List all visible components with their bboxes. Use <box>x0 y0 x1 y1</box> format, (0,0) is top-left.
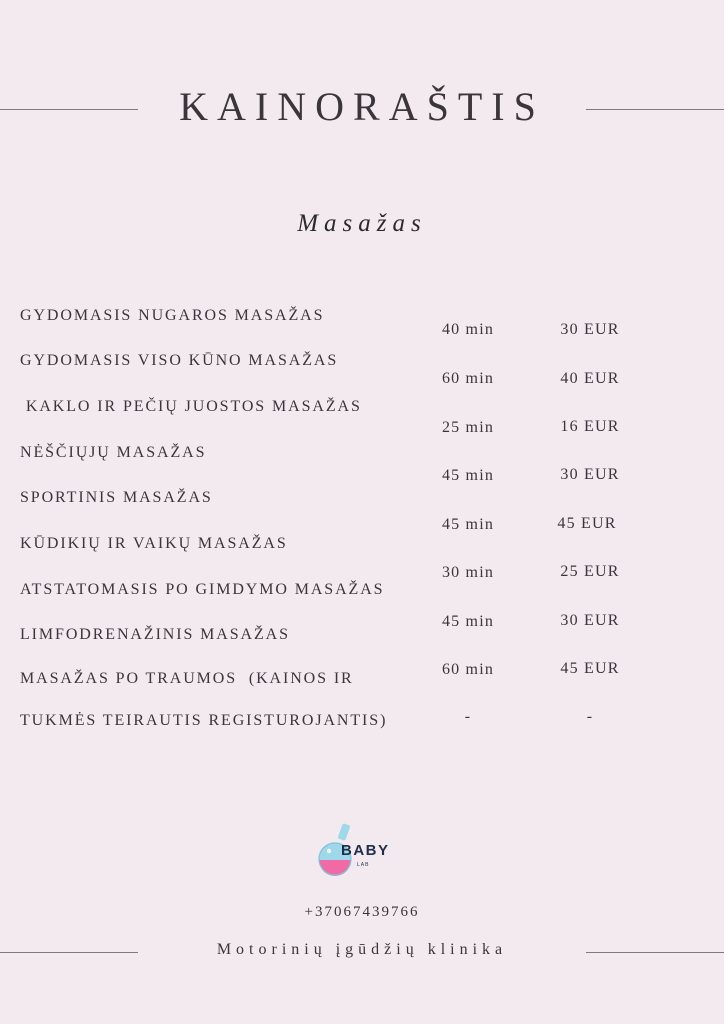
price: 30 EUR <box>560 612 620 629</box>
service-name: ATSTATOMASIS PO GIMDYMO MASAŽAS <box>20 581 385 598</box>
duration: 30 min <box>441 564 495 581</box>
service-name: TUKMĖS TEIRAUTIS REGISTUROJANTIS) <box>20 712 388 729</box>
baby-lab-logo <box>316 822 396 880</box>
logo-text: BABY <box>341 842 390 859</box>
section-subtitle: Masažas <box>297 210 427 237</box>
logo-subtext: LAB <box>357 862 370 868</box>
service-name: KŪDIKIŲ IR VAIKŲ MASAŽAS <box>20 535 288 552</box>
duration: 60 min <box>441 661 495 678</box>
service-name: SPORTINIS MASAŽAS <box>20 489 213 506</box>
price: - <box>586 708 594 725</box>
service-name: KAKLO IR PEČIŲ JUOSTOS MASAŽAS <box>20 398 362 415</box>
service-name: GYDOMASIS NUGAROS MASAŽAS <box>20 307 325 324</box>
price: 25 EUR <box>560 563 620 580</box>
page-title: KAINORAŠTIS <box>179 84 545 129</box>
price: 45 EUR <box>560 660 620 677</box>
duration: 45 min <box>441 613 495 630</box>
service-name: MASAŽAS PO TRAUMOS (KAINOS IR <box>20 670 354 687</box>
price: 16 EUR <box>560 418 620 435</box>
duration: 60 min <box>441 370 495 387</box>
price: 30 EUR <box>560 466 620 483</box>
service-name: GYDOMASIS VISO KŪNO MASAŽAS <box>20 352 339 369</box>
flask-icon <box>316 822 396 880</box>
duration: - <box>464 708 472 725</box>
duration: 45 min <box>441 467 495 484</box>
service-name: LIMFODRENAŽINIS MASAŽAS <box>20 626 290 643</box>
phone-number: +37067439766 <box>304 904 420 920</box>
duration: 40 min <box>441 321 495 338</box>
duration: 45 min <box>441 516 495 533</box>
service-name: NĖŠČIŲJŲ MASAŽAS <box>20 444 207 461</box>
price: 45 EUR <box>557 515 617 532</box>
footer-tagline: Motorinių įgūdžių klinika <box>216 941 508 958</box>
duration: 25 min <box>441 419 495 436</box>
price: 40 EUR <box>560 370 620 387</box>
price: 30 EUR <box>560 321 620 338</box>
